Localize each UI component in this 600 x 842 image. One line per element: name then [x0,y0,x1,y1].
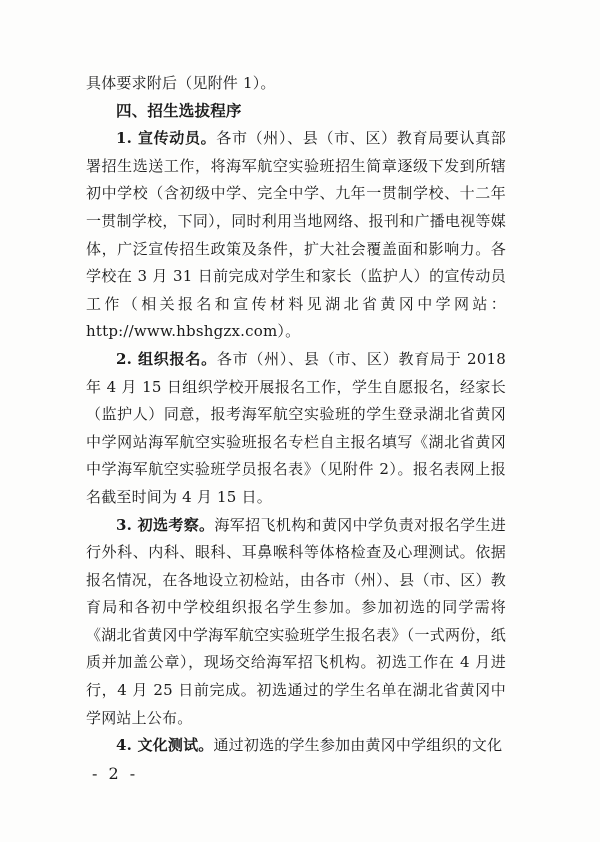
page-number: - 2 - [92,764,139,783]
step-body-3: 海军招飞机构和黄冈中学负责对报名学生进行外科、内科、眼科、耳鼻喉科等体格检查及心理测试。依据报名情况，在各地设立初检站，由各市（州）、县（市、区）教育局和各初中学校组织报名学生参加。参加初选的同学需将《湖北省黄冈中学海军航空实验班学生报名表》（一式两份，纸质并加盖公章），现场交给海军招飞机构。初选工作在 4 月进行，4 月 25 日前完成。初选通过的学生名单在湖北省黄冈中学网站上公布。 [86,515,507,727]
step-body-4: 通过初选的学生参加由黄冈中学组织的文化 [213,736,503,755]
intro-paragraph: 具体要求附后（见附件 1）。 [86,74,276,92]
step-paragraph-1 [86,125,506,346]
document-body [86,70,506,760]
step-paragraph-2 [86,346,506,512]
step-lead-3: 3. 初选考察。 [116,515,215,534]
step-body-1: 各市（州）、县（市、区）教育局要认真部署招生选送工作，将海军航空实验班招生简章逐级下发到所辖初中学校（含初级中学、完全中学、九年一贯制学校、十二年一贯制学校，下同），同时利用当地网络、报刊和广播电视等媒体，广泛宣传招生政策及条件，扩大社会覆盖面和影响力。各学校在 3 月 31 日前完成对学生和家长（监护人）的宣传动员工作（相关报名和宣传材料见湖北省黄冈中学网站：http://www.hbshgzx.com）。 [86,129,507,341]
step-paragraph-3 [86,512,506,733]
step-body-2: 各市（州）、县（市、区）教育局于 2018 年 4 月 15 日组织学校开展报名工作，学生自愿报名，经家长（监护人）同意，报考海军航空实验班的学生登录湖北省黄冈中学网站海军航空实验班报名专栏自主报名填写《湖北省黄冈中学海军航空实验班学员报名表》（见附件 2）。报名表网上报名截至时间为 4 月 15 日。 [86,349,506,506]
step-paragraph-4 [86,732,506,760]
step-lead-4: 4. 文化测试。 [116,736,214,755]
step-lead-2: 2. 组织报名。 [116,349,217,368]
section-heading: 四、招生选拔程序 [116,101,242,120]
step-lead-1: 1. 宣传动员。 [116,129,217,148]
